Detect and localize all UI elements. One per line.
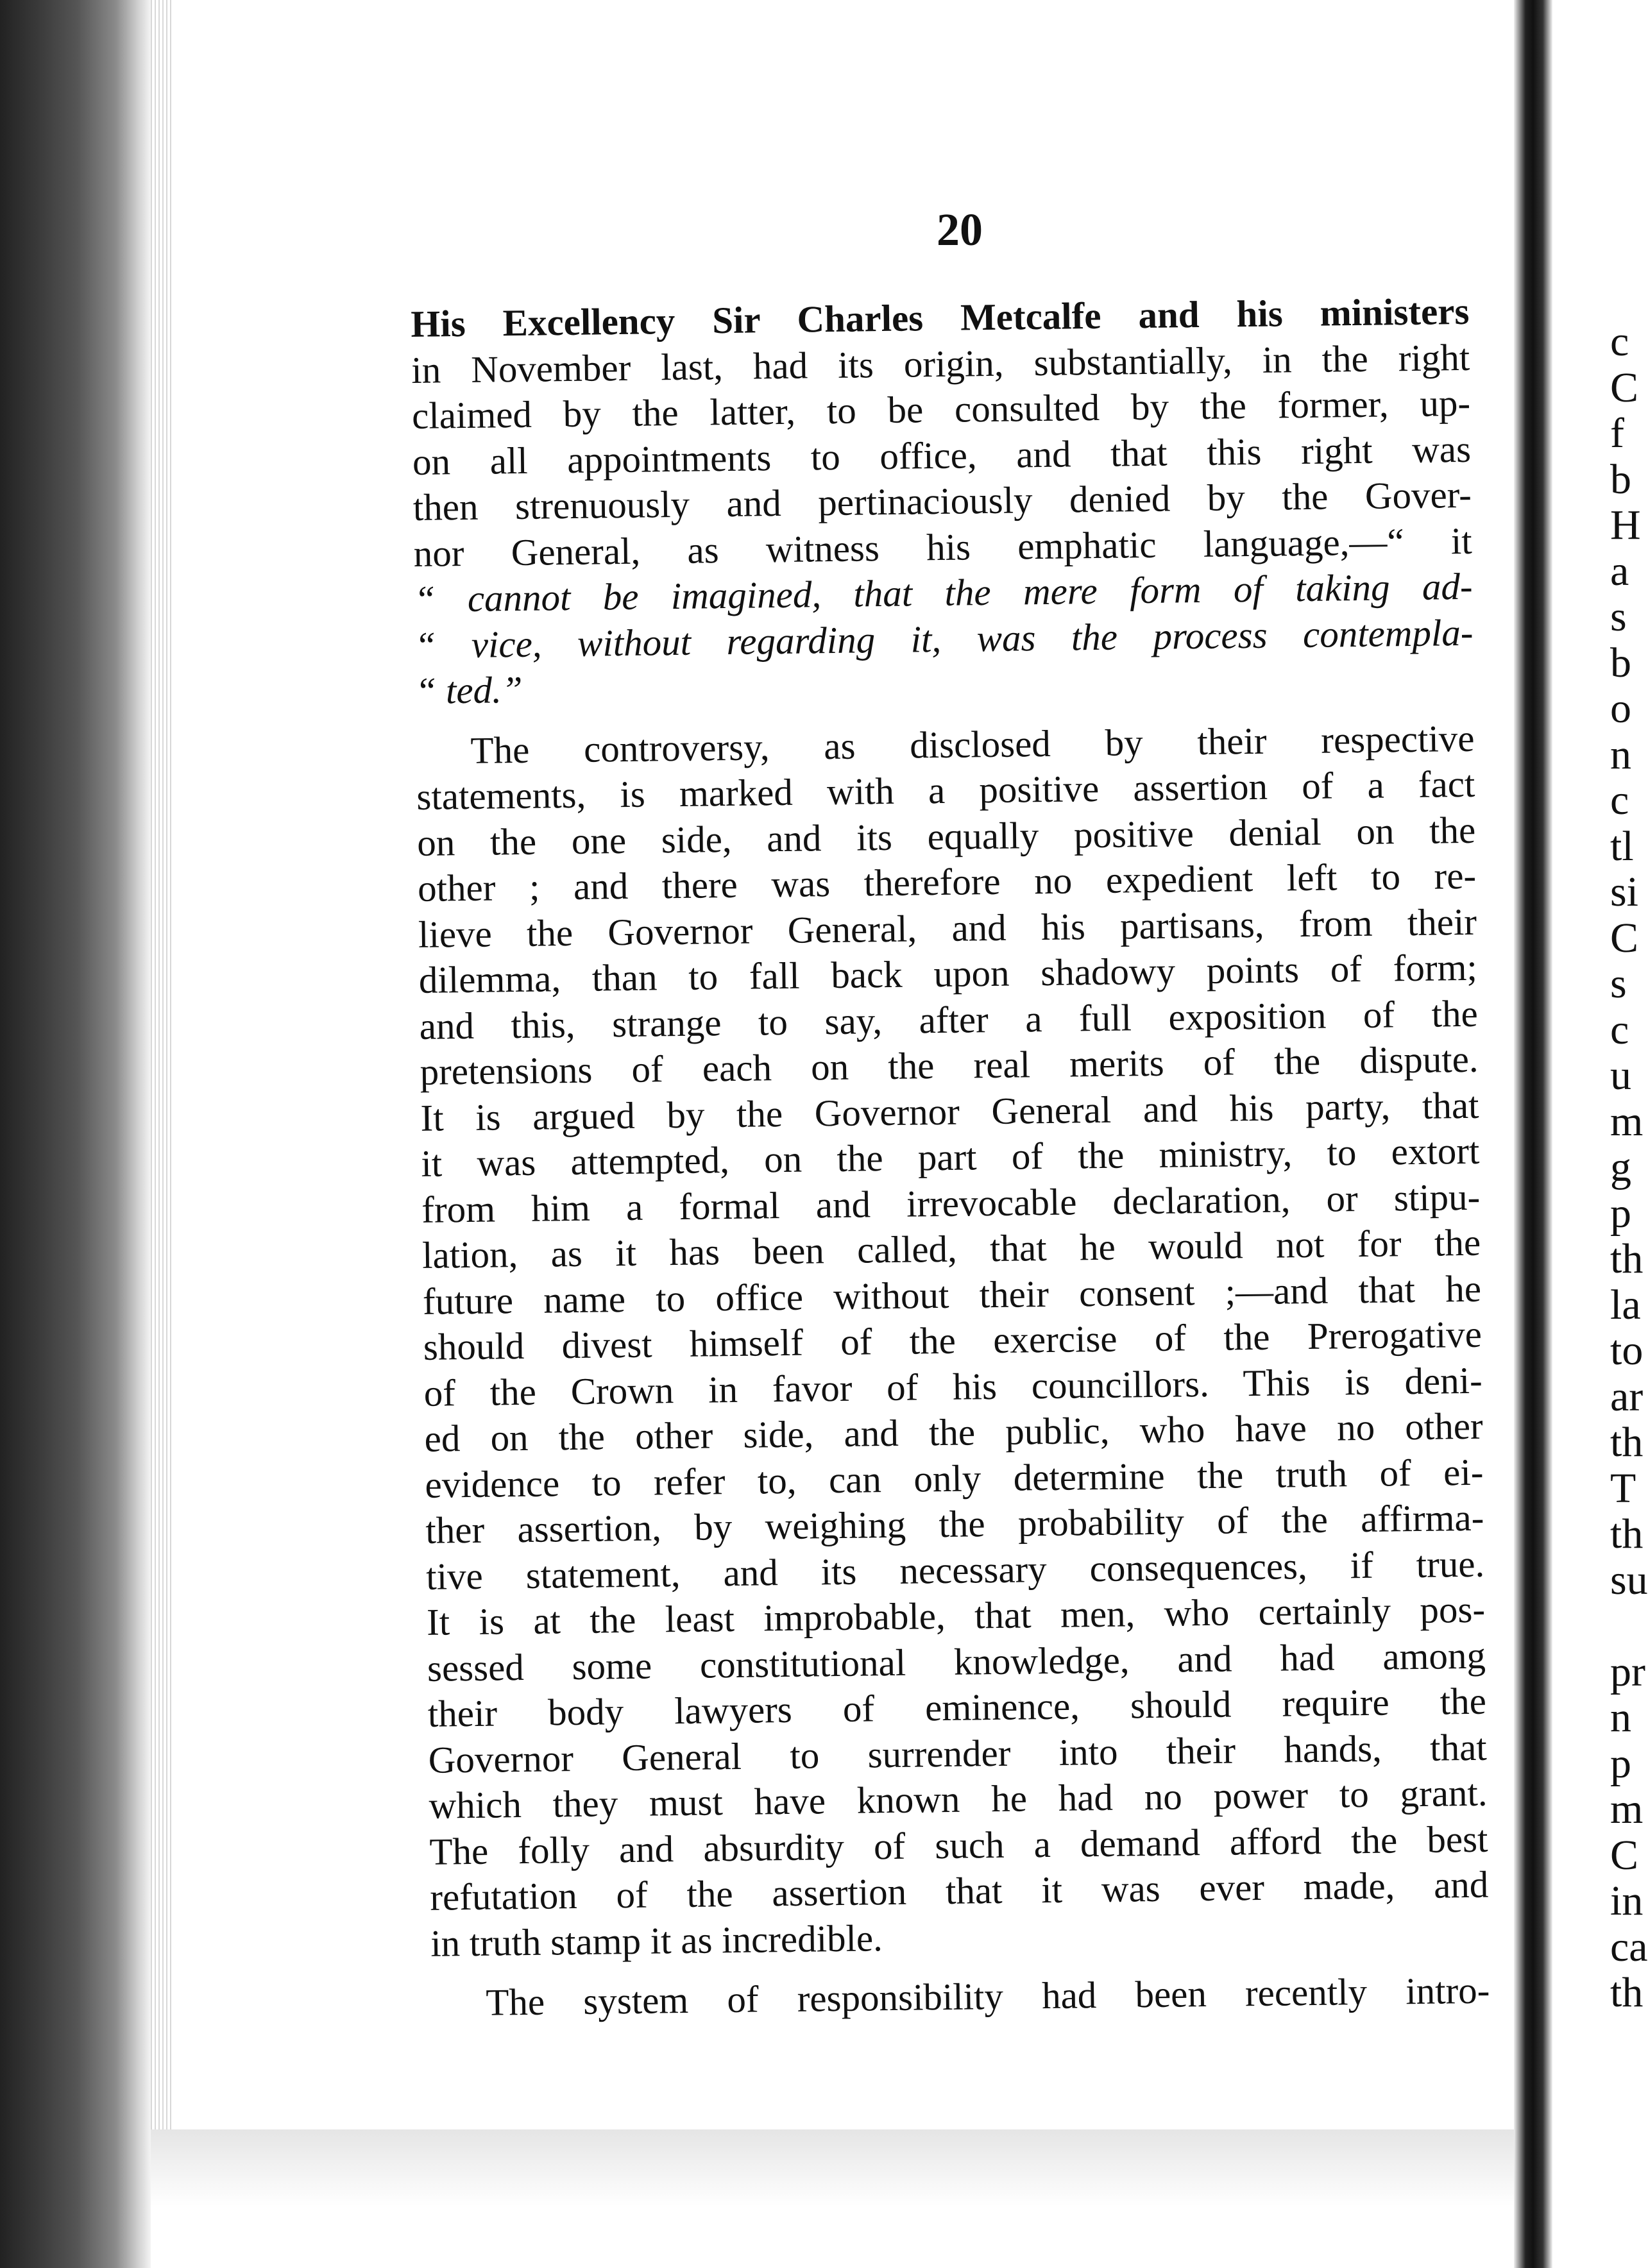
facing-page-letter: m <box>1610 1786 1644 1832</box>
facing-page-letter: tl <box>1610 822 1634 870</box>
text-line: statements, is marked with a positive assertion of a fact <box>416 762 1475 818</box>
facing-page-letter: c <box>1610 1006 1629 1053</box>
page-bottom-shadow <box>151 2129 1517 2206</box>
quoted-text: “ ted.” <box>415 668 523 712</box>
text-line: other ; and there was therefore no expedient left to re- <box>417 854 1477 910</box>
facing-page-letter: ar <box>1610 1373 1644 1420</box>
facing-page-letter: la <box>1610 1281 1641 1328</box>
book-binding-shadow <box>0 0 151 2268</box>
text-line: sessed some constitutional knowledge, and had among <box>427 1634 1486 1689</box>
facing-page-letter: o <box>1610 685 1631 732</box>
facing-page-letter: p <box>1610 1739 1631 1787</box>
facing-page-letter: th <box>1610 1235 1644 1282</box>
text-line: The controversy, as disclosed by their respective <box>470 716 1475 772</box>
text-line: ther assertion, by weighing the probability of the affirma- <box>425 1496 1484 1552</box>
facing-page-letter: b <box>1610 455 1631 503</box>
text-line: nor General, as witness his emphatic language,—“ it <box>413 519 1473 575</box>
text-line: in November last, had its origin, substantially, in the right <box>411 335 1470 391</box>
facing-page-letter: c <box>1610 777 1629 824</box>
text-line: from him a formal and irrevocable declaration, or stipu- <box>421 1175 1481 1231</box>
text-line: on the one side, and its equally positive denial on the <box>416 808 1476 864</box>
facing-page-letter: T <box>1610 1464 1636 1512</box>
text-line: pretensions of each on the real merits of the dispute. <box>420 1037 1479 1093</box>
quoted-text: “ vice, without regarding it, was the process contempla- <box>414 611 1474 666</box>
facing-page-letter: ca <box>1610 1923 1648 1970</box>
page-number: 20 <box>937 204 983 255</box>
facing-page-letter: C <box>1610 364 1639 411</box>
text-line: lieve the Governor General, and his partisans, from their <box>418 900 1477 956</box>
facing-page-letter: u <box>1610 1052 1631 1099</box>
facing-page-letter: C <box>1610 914 1639 961</box>
page-stack-edges <box>151 0 173 2181</box>
text-line: dilemma, than to fall back upon shadowy points of form; <box>418 945 1478 1001</box>
text-line: it was attempted, on the part of the ministry, to extort <box>421 1129 1480 1185</box>
facing-page-letter: c <box>1610 318 1629 365</box>
facing-page-letter: th <box>1610 1419 1644 1466</box>
facing-page-letter: f <box>1610 410 1624 457</box>
facing-page-letter: in <box>1610 1877 1644 1924</box>
facing-page-letter: n <box>1610 731 1631 778</box>
facing-page-letter: a <box>1610 547 1629 595</box>
text-line: ed on the other side, and the public, who have no other <box>424 1404 1483 1460</box>
facing-page-letter: pr <box>1610 1648 1645 1695</box>
text-line: The system of responsibility had been recently intro- <box>486 1968 1490 2024</box>
text-line: of the Crown in favor of his councillors. This is deni- <box>423 1358 1483 1414</box>
facing-page-letter: m <box>1610 1097 1644 1145</box>
text-line: The folly and absurdity of such a demand afford the best <box>429 1817 1488 1873</box>
text-line: on all appointments to office, and that this right was <box>412 427 1472 483</box>
facing-page-letter: si <box>1610 868 1639 915</box>
book-gutter <box>1514 0 1552 2268</box>
text-line: His Excellency Sir Charles Metcalfe and his ministers <box>411 289 1470 345</box>
facing-page-letter: n <box>1610 1694 1631 1741</box>
text-line: evidence to refer to, can only determine the truth of ei- <box>425 1450 1484 1506</box>
facing-page-letter: th <box>1610 1969 1644 2016</box>
text-line: and this, strange to say, after a full exposition of the <box>419 992 1479 1047</box>
text-line: claimed by the latter, to be consulted by the former, up- <box>411 381 1471 437</box>
facing-page-letter: th <box>1610 1511 1644 1557</box>
body-text <box>411 289 1490 2026</box>
quoted-text: “ cannot be imagined, that the mere form of taking ad- <box>414 564 1473 620</box>
facing-page-letter: su <box>1610 1556 1648 1604</box>
text-line: then strenuously and pertinaciously denied by the Gover- <box>412 473 1472 529</box>
text-line: in truth stamp it as incredible. <box>430 1916 883 1965</box>
facing-page-letter: H <box>1610 502 1641 548</box>
text-line: future name to office without their consent ;—and that he <box>422 1267 1482 1323</box>
text-line: Governor General to surrender into their hands, that <box>428 1725 1488 1781</box>
facing-page-letter: b <box>1610 639 1631 686</box>
facing-page-letter: s <box>1610 960 1627 1007</box>
text-line: tive statement, and its necessary consequences, if true. <box>425 1542 1485 1598</box>
text-line: It is at the least improbable, that men, who certainly pos- <box>426 1587 1486 1643</box>
text-line: refutation of the assertion that it was ever made, and <box>429 1863 1489 1918</box>
text-line: should divest himself of the exercise of the Prerogative <box>423 1312 1482 1368</box>
text-line: their body lawyers of eminence, should require the <box>427 1679 1487 1735</box>
text-line: lation, as it has been called, that he would not for the <box>421 1221 1481 1276</box>
facing-page-letter: to <box>1610 1327 1644 1374</box>
text-line: which they must have known he had no power to grant. <box>429 1771 1488 1827</box>
facing-page-letter: g <box>1610 1144 1631 1190</box>
facing-page-letter: p <box>1610 1189 1631 1237</box>
facing-page-letter: C <box>1610 1831 1639 1879</box>
facing-page-letter: s <box>1610 593 1627 640</box>
text-line: It is argued by the Governor General and his party, that <box>420 1083 1479 1139</box>
